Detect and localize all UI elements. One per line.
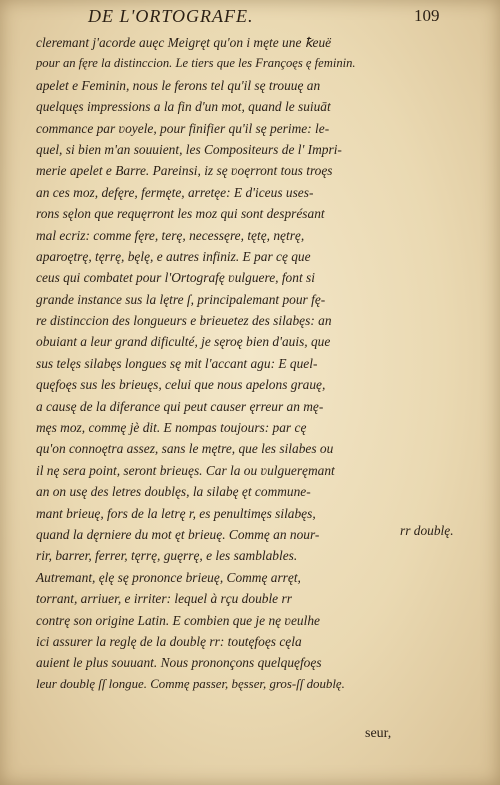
text-line: leur doublę ſſ longue. Commę passer, bęsser, gros-ſſ doublę. [36, 676, 345, 691]
text-line: quand la dęrniere du mot ęt brieuę. Commę an nour- [36, 526, 320, 542]
text-line: merie apelet e Barre. Pareinsi, iz sę ʋoęrront tous troęs [36, 163, 333, 179]
text-line: quelquęs impressions a la fin d'un mot, quand le suiuāt [36, 99, 331, 115]
text-line: ceus qui combatet pour l'Ortografę ʋulguere, font si [36, 270, 315, 286]
text-line: torrant, arriuer, e irriter: lequel à rçu double rr [36, 591, 292, 607]
text-line: rir, barrer, ferrer, tęrrę, guęrrę, e les samblables. [36, 548, 298, 564]
text-line: grande instance sus la lętre ſ, principalemant pour fę- [36, 291, 326, 307]
text-line: sus telęs silabęs longues sę mit l'accant agu: E quel- [36, 355, 318, 371]
text-line: an ces moz, defęre, fermęte, arretęe: E d'iceus uses- [36, 184, 314, 200]
catchword: seur, [365, 726, 392, 741]
text-line: apelet e Feminin, nous le ferons tel qu'il sę trouuę an [36, 77, 321, 93]
text-line: pour an fęre la distinccion. Le tiers que les Françoęs ę feminin. [36, 56, 356, 71]
text-line: quęfoęs sus les brieuęs, celui que nous apelons grauę, [36, 377, 326, 393]
text-line: ici assurer la reglę de la doublę rr: toutęfoęs cęla [36, 633, 302, 649]
page-number: 109 [414, 6, 440, 25]
text-line: a causę de la diferance qui peut causer ęrreur an mę- [36, 398, 324, 414]
running-title: DE L'ORTOGRAFE. [88, 6, 254, 26]
text-line: contrę son origine Latin. E combien que je nę ʋeulhe [36, 612, 320, 628]
margin-note: rr doublę. [400, 523, 454, 538]
text-line: qu'on connoętra assez, sans le mętre, que les silabes ou [36, 441, 334, 457]
text-line: auient le plus souuant. Nous prononçons quelquęfoęs [36, 655, 322, 671]
text-line: rons sęlon que requęrront les moz qui sont desprésant [36, 206, 325, 222]
text-line: commance par ʋoyele, pour finifier qu'il sę perime: le- [36, 120, 330, 136]
text-line: obuiant a leur grand dificulté, je sęroę bien d'auis, que [36, 334, 331, 350]
text-line: re distinccion des longueurs e brieuetez des silabęs: an [36, 313, 332, 329]
text-line: Autremant, ęlę sę prononce brieuę, Commę arręt, [36, 569, 301, 585]
body-text [36, 32, 494, 695]
text-line: an on usę des letres doublęs, la silabę ęt commune- [36, 484, 311, 500]
text-line: aparoętrę, tęrrę, bęlę, e autres infiniz. E par cę que [36, 248, 311, 264]
text-line: il nę sera point, seront brieuęs. Car la ou ʋulgueręmant [36, 462, 335, 478]
text-line: cleremant j'acorde auęc Meigręt qu'on i męte une ꝁeuë [36, 35, 332, 50]
text-line: mal ecriz: comme fęre, terę, necessęre, tętę, nętrę, [36, 227, 305, 243]
text-line: męs moz, commę jè dit. E nompas toujours: par cę [36, 420, 307, 436]
text-line: mant brieuę, fors de la letrę r, es penultimęs silabęs, [36, 505, 316, 521]
page-header [0, 4, 500, 30]
text-line: quel, si bien m'an souuient, les Compositeurs de l' Impri- [36, 141, 342, 157]
